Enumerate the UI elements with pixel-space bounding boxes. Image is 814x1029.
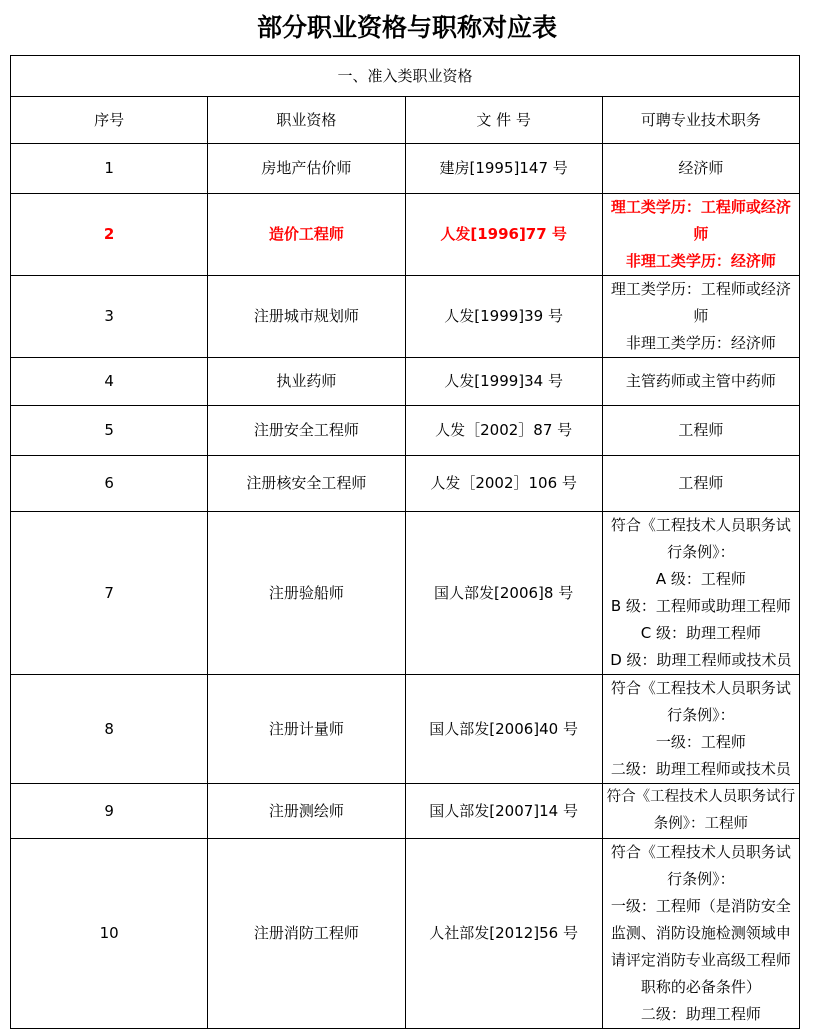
table-row — [11, 675, 800, 784]
row-titles: 符合《工程技术人员职务试行条例》： 一级：工程师（是消防安全监测、消防设施检测领域申请评定消防专业高级工程师职称的必备条件） 二级：助理工程师 — [602, 839, 799, 1029]
row-qualification: 房地产估价师 — [208, 144, 405, 194]
row-document: 人发［2002］87 号 — [405, 406, 602, 456]
document-title: 部分职业资格与职称对应表 — [256, 13, 557, 42]
row-titles: 工程师 — [602, 456, 799, 512]
row-qualification: 注册城市规划师 — [208, 276, 405, 358]
header-row — [11, 97, 800, 144]
row-titles: 符合《工程技术人员职务试行条例》： A 级：工程师 B 级：工程师或助理工程师 C 级：助理工程师 D 级：助理工程师或技术员 — [602, 512, 799, 675]
row-qualification: 执业药师 — [208, 358, 405, 406]
header-document: 文 件 号 — [405, 97, 602, 144]
row-no: 8 — [11, 675, 208, 784]
section-row — [11, 56, 800, 97]
row-qualification: 注册验船师 — [208, 512, 405, 675]
table-row — [11, 456, 800, 512]
row-no: 2 — [11, 194, 208, 276]
header-qualification: 职业资格 — [208, 97, 405, 144]
table-row — [11, 406, 800, 456]
row-qualification: 注册计量师 — [208, 675, 405, 784]
row-document: 人社部发[2012]56 号 — [405, 839, 602, 1029]
header-titles: 可聘专业技术职务 — [602, 97, 799, 144]
row-titles: 主管药师或主管中药师 — [602, 358, 799, 406]
table-row — [11, 512, 800, 675]
row-document: 人发［2002］106 号 — [405, 456, 602, 512]
header-no: 序号 — [11, 97, 208, 144]
row-no: 9 — [11, 784, 208, 839]
row-titles: 经济师 — [602, 144, 799, 194]
row-no: 10 — [11, 839, 208, 1029]
row-titles: 工程师 — [602, 406, 799, 456]
row-titles: 符合《工程技术人员职务试行条例》：工程师 — [602, 784, 799, 839]
row-no: 7 — [11, 512, 208, 675]
table-row — [11, 839, 800, 1029]
section-heading: 一、准入类职业资格 — [11, 56, 800, 97]
row-qualification: 注册核安全工程师 — [208, 456, 405, 512]
table-row-highlighted — [11, 194, 800, 276]
row-titles: 理工类学历：工程师或经济师 非理工类学历：经济师 — [602, 194, 799, 276]
table-row — [11, 276, 800, 358]
table-row — [11, 784, 800, 839]
row-titles: 符合《工程技术人员职务试行条例》： 一级：工程师 二级：助理工程师或技术员 — [602, 675, 799, 784]
row-qualification: 注册测绘师 — [208, 784, 405, 839]
table-row — [11, 144, 800, 194]
row-no: 4 — [11, 358, 208, 406]
row-no: 5 — [11, 406, 208, 456]
row-no: 3 — [11, 276, 208, 358]
qualification-table — [10, 55, 800, 1029]
row-qualification: 注册安全工程师 — [208, 406, 405, 456]
table-row — [11, 358, 800, 406]
row-document: 国人部发[2006]40 号 — [405, 675, 602, 784]
row-document: 人发[1999]34 号 — [405, 358, 602, 406]
row-qualification: 注册消防工程师 — [208, 839, 405, 1029]
row-document: 国人部发[2007]14 号 — [405, 784, 602, 839]
row-no: 6 — [11, 456, 208, 512]
row-titles: 理工类学历：工程师或经济师 非理工类学历：经济师 — [602, 276, 799, 358]
row-qualification: 造价工程师 — [208, 194, 405, 276]
row-document: 人发[1999]39 号 — [405, 276, 602, 358]
row-document: 建房[1995]147 号 — [405, 144, 602, 194]
row-document: 人发[1996]77 号 — [405, 194, 602, 276]
row-document: 国人部发[2006]8 号 — [405, 512, 602, 675]
row-no: 1 — [11, 144, 208, 194]
